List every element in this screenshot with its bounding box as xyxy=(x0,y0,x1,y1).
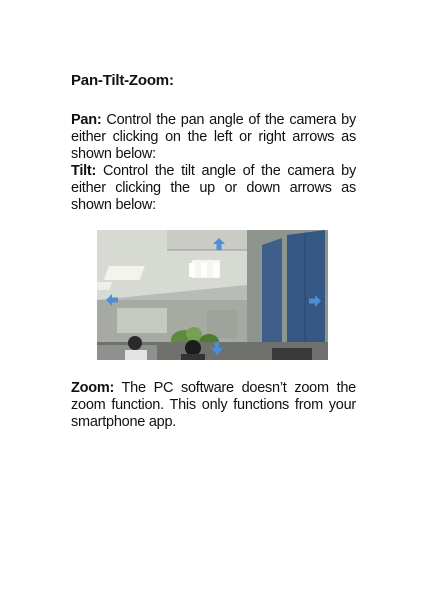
section-heading: Pan-Tilt-Zoom: xyxy=(71,72,174,89)
tilt-label: Tilt: xyxy=(71,163,97,179)
zoom-paragraph xyxy=(71,380,356,431)
tilt-text: Control the tilt angle of the camera by either clicking the up or down arrows as shown below: xyxy=(71,163,356,213)
zoom-label: Zoom: xyxy=(71,380,115,396)
camera-view-image xyxy=(97,230,328,360)
pan-paragraph xyxy=(71,112,356,163)
pan-label: Pan: xyxy=(71,112,102,128)
tilt-paragraph xyxy=(71,163,356,214)
zoom-text: The PC software doesn’t zoom the zoom function. This only functions from your smartphone app. xyxy=(71,380,356,430)
camera-view-screenshot xyxy=(97,230,328,360)
pan-text: Control the pan angle of the camera by either clicking on the left or right arrows as shown below: xyxy=(71,112,356,162)
